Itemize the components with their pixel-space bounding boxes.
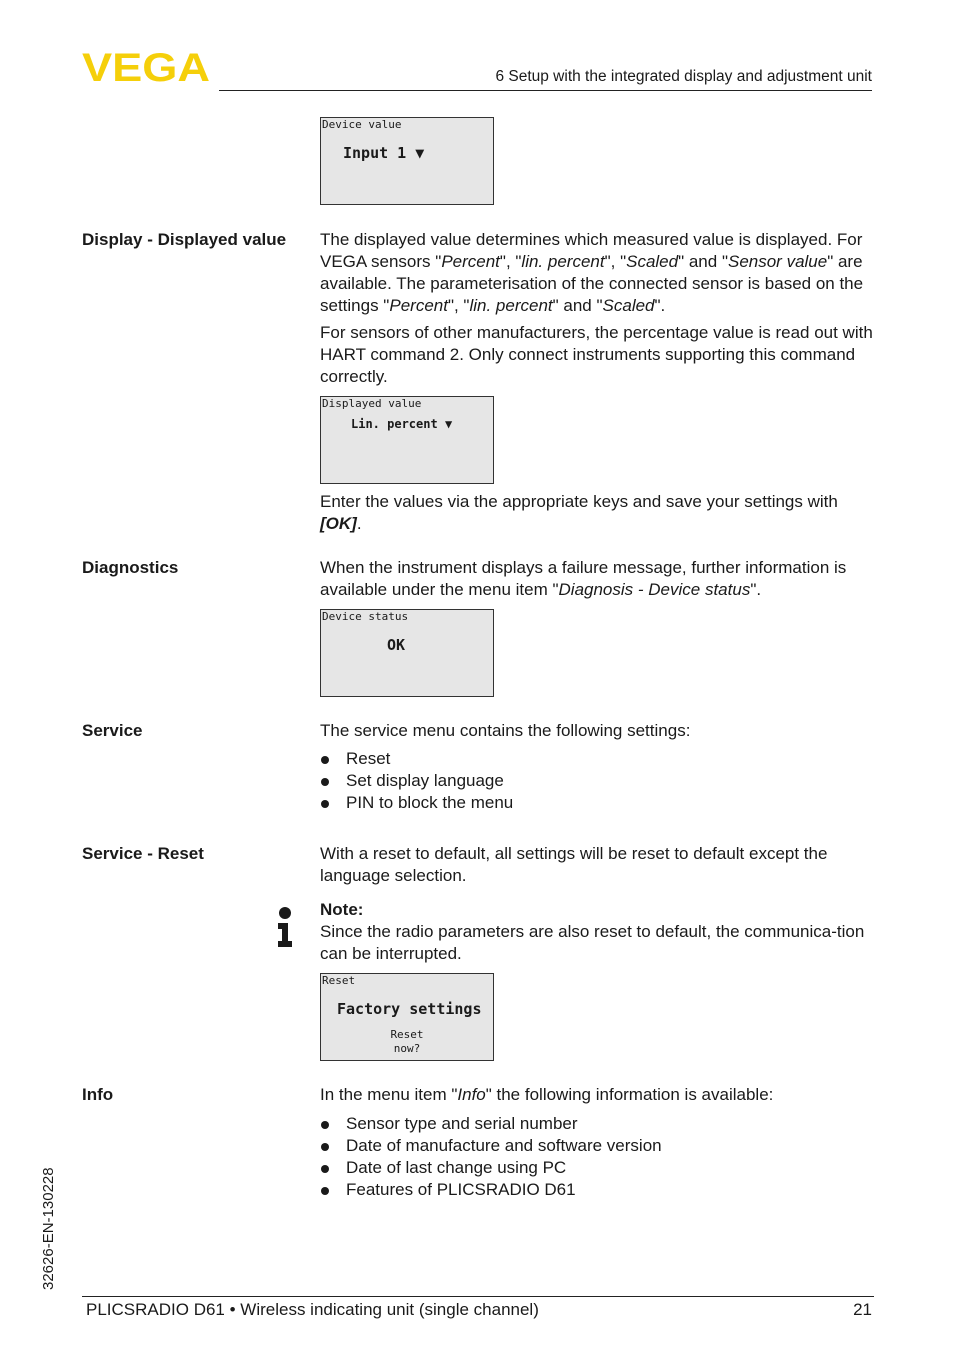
note-text: Since the radio parameters are also reset to default, the communica-tion can be interrupted.: [320, 922, 865, 963]
lcd-value: OK: [387, 636, 406, 654]
info-note-icon: [276, 907, 294, 947]
vega-logo: [82, 50, 212, 84]
lcd-value: Factory settings: [337, 1000, 482, 1018]
lcd-displayed-value: [320, 396, 494, 484]
svg-text:VEGA: VEGA: [82, 50, 210, 84]
section-label-service-reset: Service - Reset: [82, 844, 204, 863]
lcd-line: now?: [393, 1042, 421, 1055]
diagnostics-paragraph: When the instrument displays a failure message, further information is available under the menu item "Diagnosis - Device status".: [320, 558, 847, 599]
lcd-device-status: [320, 609, 494, 697]
footer-divider: [82, 1296, 874, 1297]
lcd-title: Device value: [322, 118, 402, 131]
note-title: Note:: [320, 900, 364, 919]
service-reset-paragraph: With a reset to default, all settings will be reset to default except the language selection.: [320, 844, 828, 885]
list-item: Reset: [320, 748, 513, 770]
section-label-info: Info: [82, 1085, 114, 1104]
list-item: Date of manufacture and software version: [320, 1135, 662, 1157]
display-paragraph-2: For sensors of other manufacturers, the percentage value is read out with HART command 2. Only connect instruments supporting this command correctly.: [320, 323, 873, 386]
lcd-reset: [320, 973, 494, 1061]
lcd-value: Lin. percent ▼: [351, 417, 453, 431]
service-intro: The service menu contains the following settings:: [320, 721, 691, 740]
dropdown-arrow-icon: ▼: [415, 144, 425, 162]
list-item: PIN to block the menu: [320, 792, 513, 814]
service-list: [320, 748, 513, 814]
section-label-diagnostics: Diagnostics: [82, 558, 179, 577]
section-label-service: Service: [82, 721, 143, 740]
lcd-title: Reset: [322, 974, 356, 987]
lcd-value: Input 1 ▼: [343, 144, 425, 162]
page-number: 21: [853, 1300, 872, 1319]
note-block: [320, 899, 876, 965]
info-intro: In the menu item "Info" the following information is available:: [320, 1085, 774, 1104]
section-label-display: Display - Displayed value: [82, 230, 287, 249]
header-title: 6 Setup with the integrated display and adjustment unit: [495, 68, 872, 85]
dropdown-arrow-icon: ▼: [444, 417, 453, 431]
document-code: 32626-EN-130228: [40, 1167, 57, 1290]
lcd-line: Reset: [390, 1028, 424, 1041]
display-paragraph-1: The displayed value determines which measured value is displayed. For VEGA sensors "Percent", "lin. percent", "Scaled" and "Sensor value" are available. The parameterisation of the connected sensor is based on the settings "Percent", "lin. percent" and "Scaled".: [320, 230, 864, 315]
header-divider: [219, 90, 872, 91]
lcd-title: Displayed value: [322, 397, 422, 410]
list-item: Date of last change using PC: [320, 1157, 662, 1179]
list-item: Features of PLICSRADIO D61: [320, 1179, 662, 1201]
lcd-device-value: [320, 117, 494, 205]
display-paragraph-3: Enter the values via the appropriate keys and save your settings with [OK].: [320, 492, 838, 533]
footer-title: PLICSRADIO D61 • Wireless indicating unit (single channel): [86, 1300, 539, 1319]
list-item: Sensor type and serial number: [320, 1113, 662, 1135]
info-list: [320, 1113, 662, 1201]
lcd-title: Device status: [322, 610, 409, 623]
list-item: Set display language: [320, 770, 513, 792]
